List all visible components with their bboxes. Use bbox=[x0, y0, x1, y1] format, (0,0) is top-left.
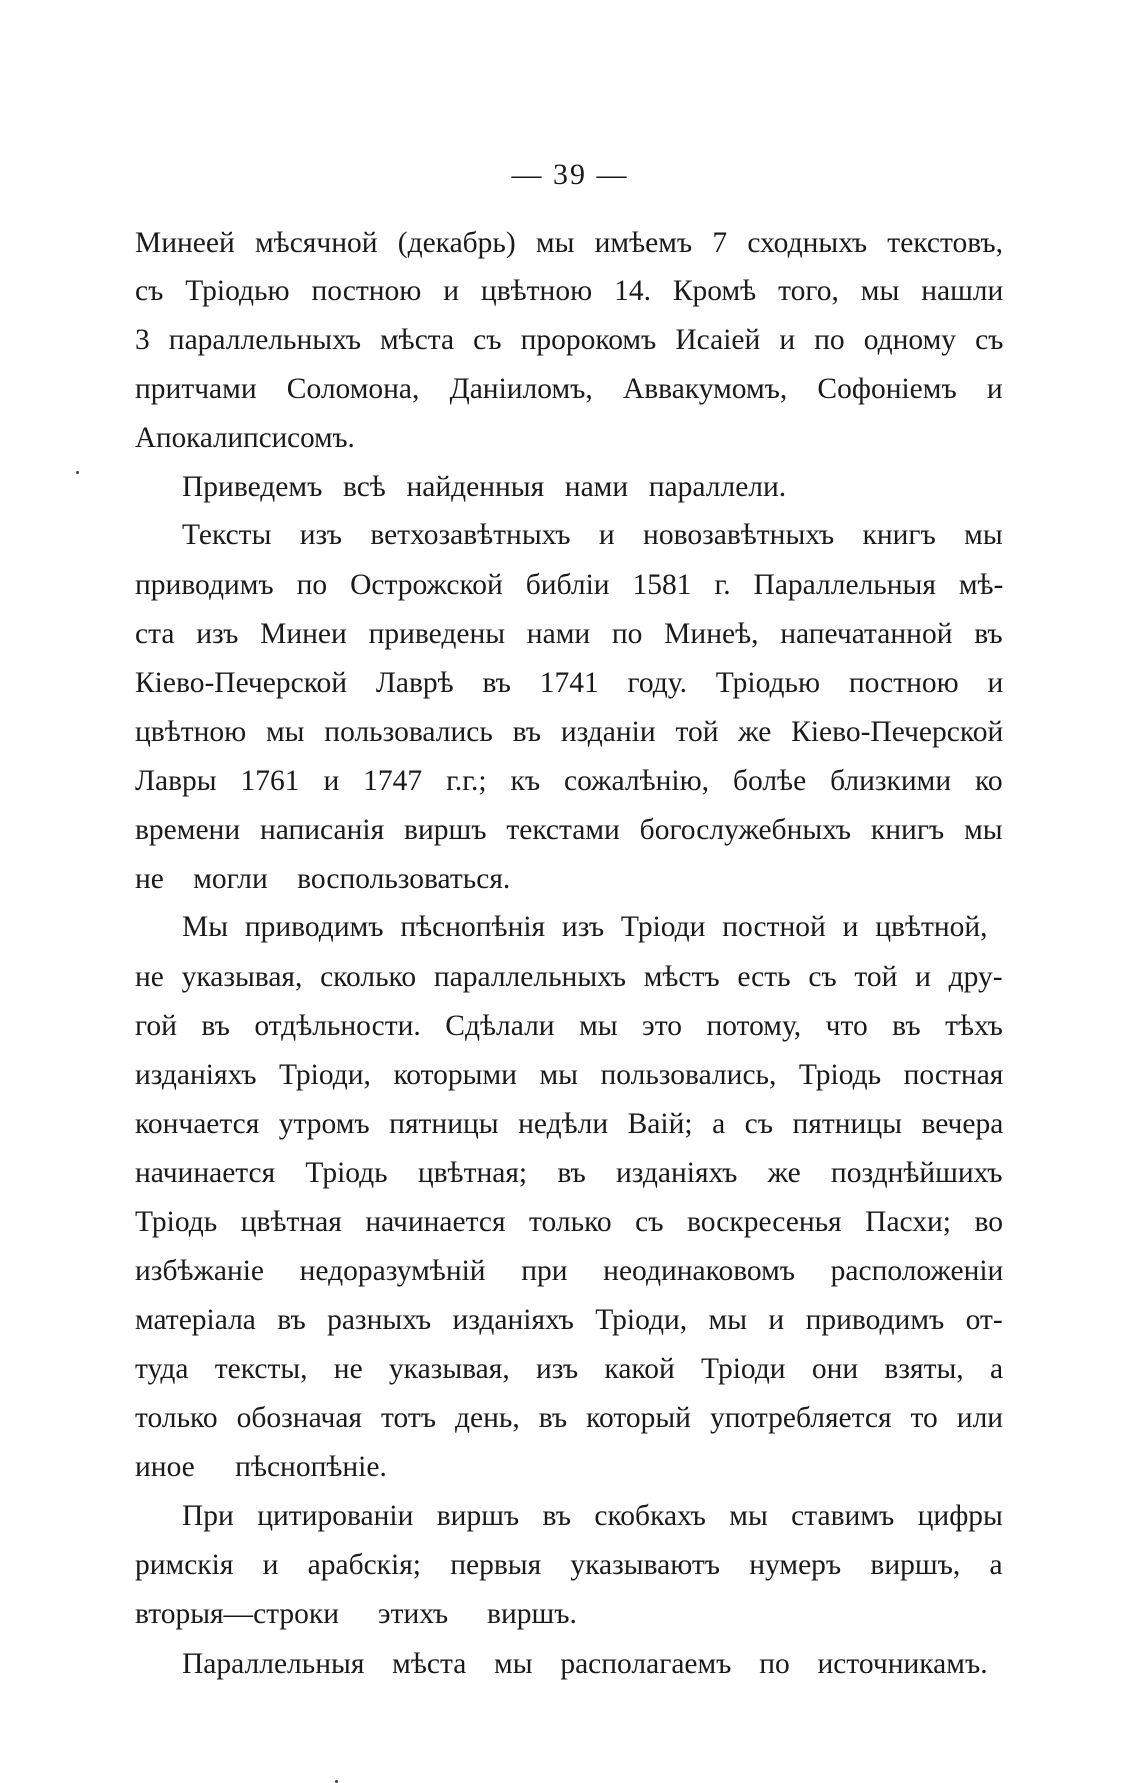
text-line: матеріала въ разныхъ изданіяхъ Тріоди, мы и приводимъ от- bbox=[135, 1304, 1003, 1336]
text-line: Тексты изъ ветхозавѣтныхъ и новозавѣтныхъ книгъ мы bbox=[182, 519, 1003, 551]
text-line: Мы приводимъ пѣснопѣнія изъ Тріоди постной и цвѣтной, bbox=[182, 911, 988, 943]
text-line: Приведемъ всѣ найденныя нами параллели. bbox=[182, 471, 787, 503]
text-line: не могли воспользоваться. bbox=[135, 863, 511, 895]
text-line: Кіево-Печерской Лаврѣ въ 1741 году. Тріодью постною и bbox=[135, 667, 1004, 699]
text-line: Тріодь цвѣтная начинается только съ воскресенья Пасхи; во bbox=[135, 1206, 1003, 1238]
text-line: съ Тріодью постною и цвѣтною 14. Кромѣ того, мы нашли bbox=[135, 275, 1004, 307]
text-line: цвѣтною мы пользовались въ изданіи той же Кіево-Печерской bbox=[135, 716, 1004, 748]
text-line: притчами Соломона, Даніиломъ, Аввакумомъ, Софоніемъ и bbox=[135, 373, 1003, 405]
ink-speck bbox=[76, 471, 79, 474]
text-line: времени написанія виршъ текстами богослужебныхъ книгъ мы bbox=[135, 814, 1003, 846]
text-line: 3 параллельныхъ мѣста съ пророкомъ Исаіей и по одному съ bbox=[135, 324, 1004, 356]
text-line: начинается Тріодь цвѣтная; въ изданіяхъ же позднѣйшихъ bbox=[135, 1157, 1003, 1189]
text-line: Лавры 1761 и 1747 г.г.; къ сожалѣнію, болѣе близкими ко bbox=[135, 765, 1003, 797]
text-line: кончается утромъ пятницы недѣли Ваій; а съ пятницы вечера bbox=[135, 1108, 1004, 1140]
text-line: изданіяхъ Тріоди, которыми мы пользовались, Тріодь постная bbox=[135, 1059, 1004, 1091]
text-line: вторыя—строки этихъ виршъ. bbox=[135, 1598, 577, 1630]
text-line: туда тексты, не указывая, изъ какой Тріоди они взяты, а bbox=[135, 1353, 1004, 1385]
text-line: иное пѣснопѣніе. bbox=[135, 1451, 387, 1483]
text-line: не указывая, сколько параллельныхъ мѣстъ есть съ той и дру- bbox=[135, 961, 1003, 993]
text-line: избѣжаніе недоразумѣній при неодинаковомъ расположеніи bbox=[135, 1255, 1004, 1287]
text-line: только обозначая тотъ день, въ который употребляется то или bbox=[135, 1402, 1004, 1434]
text-line: Апокалипсисомъ. bbox=[135, 422, 355, 454]
text-line: При цитированіи виршъ въ скобкахъ мы ставимъ цифры bbox=[182, 1500, 1003, 1532]
text-line: Минеей мѣсячной (декабрь) мы имѣемъ 7 сходныхъ текстовъ, bbox=[135, 227, 1004, 259]
page-number: — 39 — bbox=[511, 158, 629, 191]
text-line: Параллельныя мѣста мы располагаемъ по источникамъ. bbox=[182, 1648, 988, 1680]
text-line: ста изъ Минеи приведены нами по Минеѣ, напечатанной въ bbox=[135, 618, 1003, 650]
text-line: приводимъ по Острожской библіи 1581 г. Параллельныя мѣ- bbox=[135, 569, 1004, 601]
text-line: римскія и арабскія; первыя указываютъ нумеръ виршъ, а bbox=[135, 1549, 1003, 1581]
text-line: гой въ отдѣльности. Сдѣлали мы это потому, что въ тѣхъ bbox=[135, 1010, 1003, 1042]
